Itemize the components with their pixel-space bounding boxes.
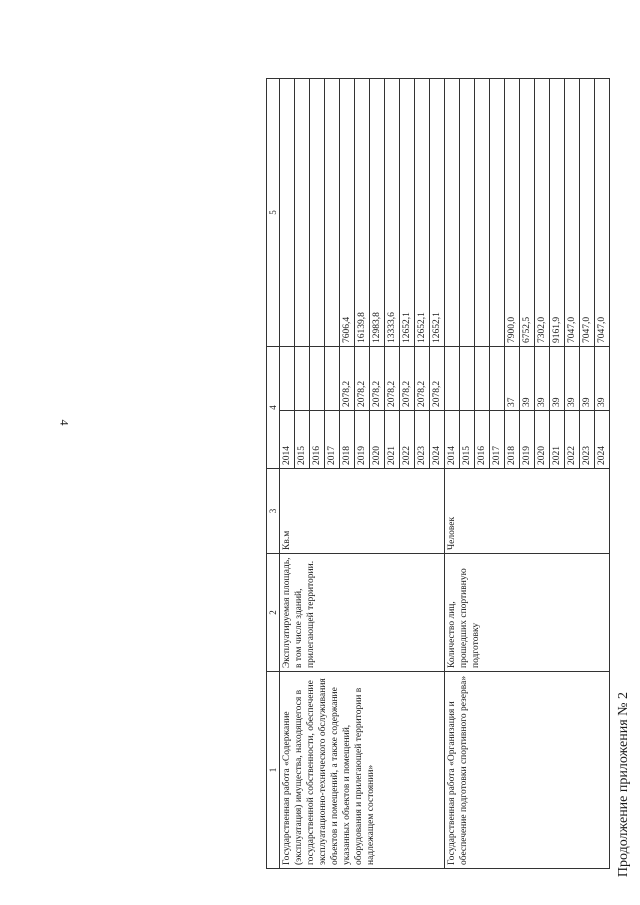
result-cell: 7900,0 (505, 79, 520, 347)
indicator-cell: Эксплуатируемая площадь, в том числе зданий, прилегающей территории. (280, 554, 445, 672)
value-cell (460, 347, 475, 411)
column-number: 4 (267, 347, 280, 469)
table-row (280, 79, 295, 869)
result-cell: 7047,0 (565, 79, 580, 347)
column-number: 3 (267, 469, 280, 554)
year-cell: 2018 (340, 411, 355, 469)
value-cell: 2078,2 (370, 347, 385, 411)
value-cell (325, 347, 340, 411)
value-cell (295, 347, 310, 411)
result-cell: 12983,8 (370, 79, 385, 347)
work-name-cell: Государственная работа «Содержание (эксплуатация) имущества, находящегося в государственной собственности, обеспечение эксплуатационно-технического обслуживания объектов и помещений, а также содержание указанных объектов и помещений, оборудования и прилегающей территории в надлежащем состоянии» (280, 672, 445, 869)
unit-cell: Кв.м (280, 469, 445, 554)
year-cell: 2021 (385, 411, 400, 469)
result-cell: 7047,0 (580, 79, 595, 347)
year-cell: 2024 (430, 411, 445, 469)
result-cell (310, 79, 325, 347)
result-cell: 6752,5 (520, 79, 535, 347)
table-row (445, 79, 460, 869)
result-cell: 12652,1 (430, 79, 445, 347)
value-cell (475, 347, 490, 411)
page-number: 4 (57, 419, 72, 426)
result-cell (475, 79, 490, 347)
column-number: 5 (267, 79, 280, 347)
appendix-caption: Продолжение приложения № 2 (616, 691, 631, 877)
result-cell (490, 79, 505, 347)
result-cell (460, 79, 475, 347)
value-cell: 39 (565, 347, 580, 411)
value-cell: 2078,2 (385, 347, 400, 411)
year-cell: 2018 (505, 411, 520, 469)
year-cell: 2022 (565, 411, 580, 469)
value-cell: 2078,2 (400, 347, 415, 411)
unit-cell: Человек (445, 469, 610, 554)
value-cell (310, 347, 325, 411)
result-cell: 12652,1 (415, 79, 430, 347)
result-cell: 13333,6 (385, 79, 400, 347)
value-cell (490, 347, 505, 411)
value-cell: 2078,2 (430, 347, 445, 411)
result-cell: 12652,1 (400, 79, 415, 347)
year-cell: 2020 (535, 411, 550, 469)
indicator-cell: Количество лиц, прошедших спортивную подготовку (445, 554, 610, 672)
value-cell (445, 347, 460, 411)
year-cell: 2016 (310, 411, 325, 469)
value-cell: 39 (520, 347, 535, 411)
appendix-table (266, 78, 610, 869)
year-cell: 2015 (295, 411, 310, 469)
result-cell (280, 79, 295, 347)
value-cell: 2078,2 (340, 347, 355, 411)
year-cell: 2023 (415, 411, 430, 469)
year-cell: 2019 (520, 411, 535, 469)
year-cell: 2014 (445, 411, 460, 469)
value-cell (280, 347, 295, 411)
column-number-row (267, 79, 280, 869)
year-cell: 2016 (475, 411, 490, 469)
year-cell: 2019 (355, 411, 370, 469)
year-cell: 2017 (325, 411, 340, 469)
year-cell: 2017 (490, 411, 505, 469)
value-cell: 2078,2 (355, 347, 370, 411)
year-cell: 2020 (370, 411, 385, 469)
result-cell: 7606,4 (340, 79, 355, 347)
result-cell (325, 79, 340, 347)
value-cell: 39 (595, 347, 610, 411)
result-cell: 9161,9 (550, 79, 565, 347)
year-cell: 2023 (580, 411, 595, 469)
value-cell: 37 (505, 347, 520, 411)
column-number: 2 (267, 554, 280, 672)
value-cell: 39 (550, 347, 565, 411)
result-cell: 7302,0 (535, 79, 550, 347)
year-cell: 2024 (595, 411, 610, 469)
result-cell: 16139,8 (355, 79, 370, 347)
year-cell: 2015 (460, 411, 475, 469)
value-cell: 39 (580, 347, 595, 411)
result-cell (445, 79, 460, 347)
result-cell (295, 79, 310, 347)
value-cell: 2078,2 (415, 347, 430, 411)
result-cell: 7047,0 (595, 79, 610, 347)
year-cell: 2022 (400, 411, 415, 469)
year-cell: 2021 (550, 411, 565, 469)
work-name-cell: Государственная работа «Организация и обеспечение подготовки спортивного резерва» (445, 672, 610, 869)
year-cell: 2014 (280, 411, 295, 469)
column-number: 1 (267, 672, 280, 869)
value-cell: 39 (535, 347, 550, 411)
